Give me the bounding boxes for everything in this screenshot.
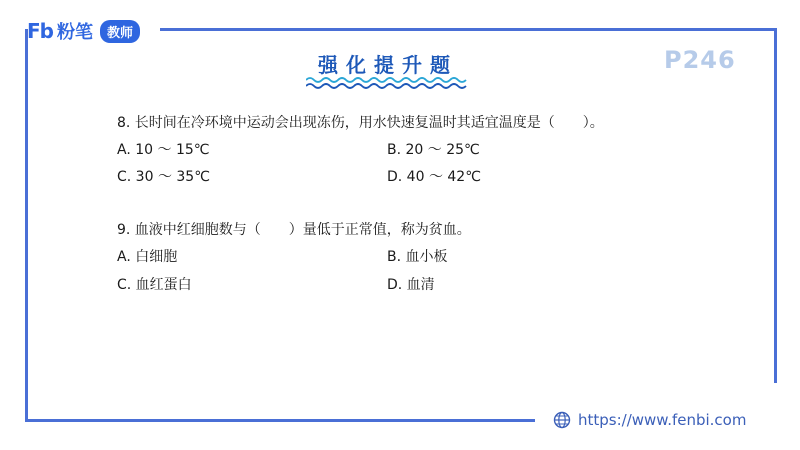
section-title (298, 52, 478, 92)
brand-logo (27, 16, 140, 46)
frame-right-border (774, 28, 777, 383)
brand-name: 粉笔 (56, 22, 93, 43)
footer-url[interactable]: https://www.fenbi.com (578, 411, 747, 429)
brand-mark: Fb (27, 19, 53, 43)
globe-icon (553, 411, 571, 429)
question-9-stem: 9. 血液中红细胞数与（ ）量低于正常值，称为贫血。 (117, 222, 471, 238)
question-8-option-c[interactable]: C. 30 ～ 35℃ (117, 169, 210, 185)
frame-top-border (160, 28, 777, 31)
footer-link[interactable] (553, 411, 746, 429)
question-9-option-b[interactable]: B. 血小板 (387, 249, 448, 265)
page-number: P246 (664, 46, 736, 74)
page-title: 强化提升题 (318, 53, 458, 77)
question-8-option-d[interactable]: D. 40 ～ 42℃ (387, 169, 481, 185)
question-8-option-a[interactable]: A. 10 ～ 15℃ (117, 142, 210, 158)
brand-badge: 教师 (100, 20, 140, 43)
question-8-option-b[interactable]: B. 20 ～ 25℃ (387, 142, 480, 158)
question-9-option-d[interactable]: D. 血清 (387, 277, 435, 293)
wave-underline-icon (306, 76, 470, 90)
question-9-option-c[interactable]: C. 血红蛋白 (117, 277, 192, 293)
frame-bottom-border (25, 419, 535, 422)
frame-left-border (25, 29, 28, 422)
question-8-stem: 8. 长时间在冷环境中运动会出现冻伤，用水快速复温时其适宜温度是（ ）。 (117, 115, 604, 131)
question-9-option-a[interactable]: A. 白细胞 (117, 249, 178, 265)
